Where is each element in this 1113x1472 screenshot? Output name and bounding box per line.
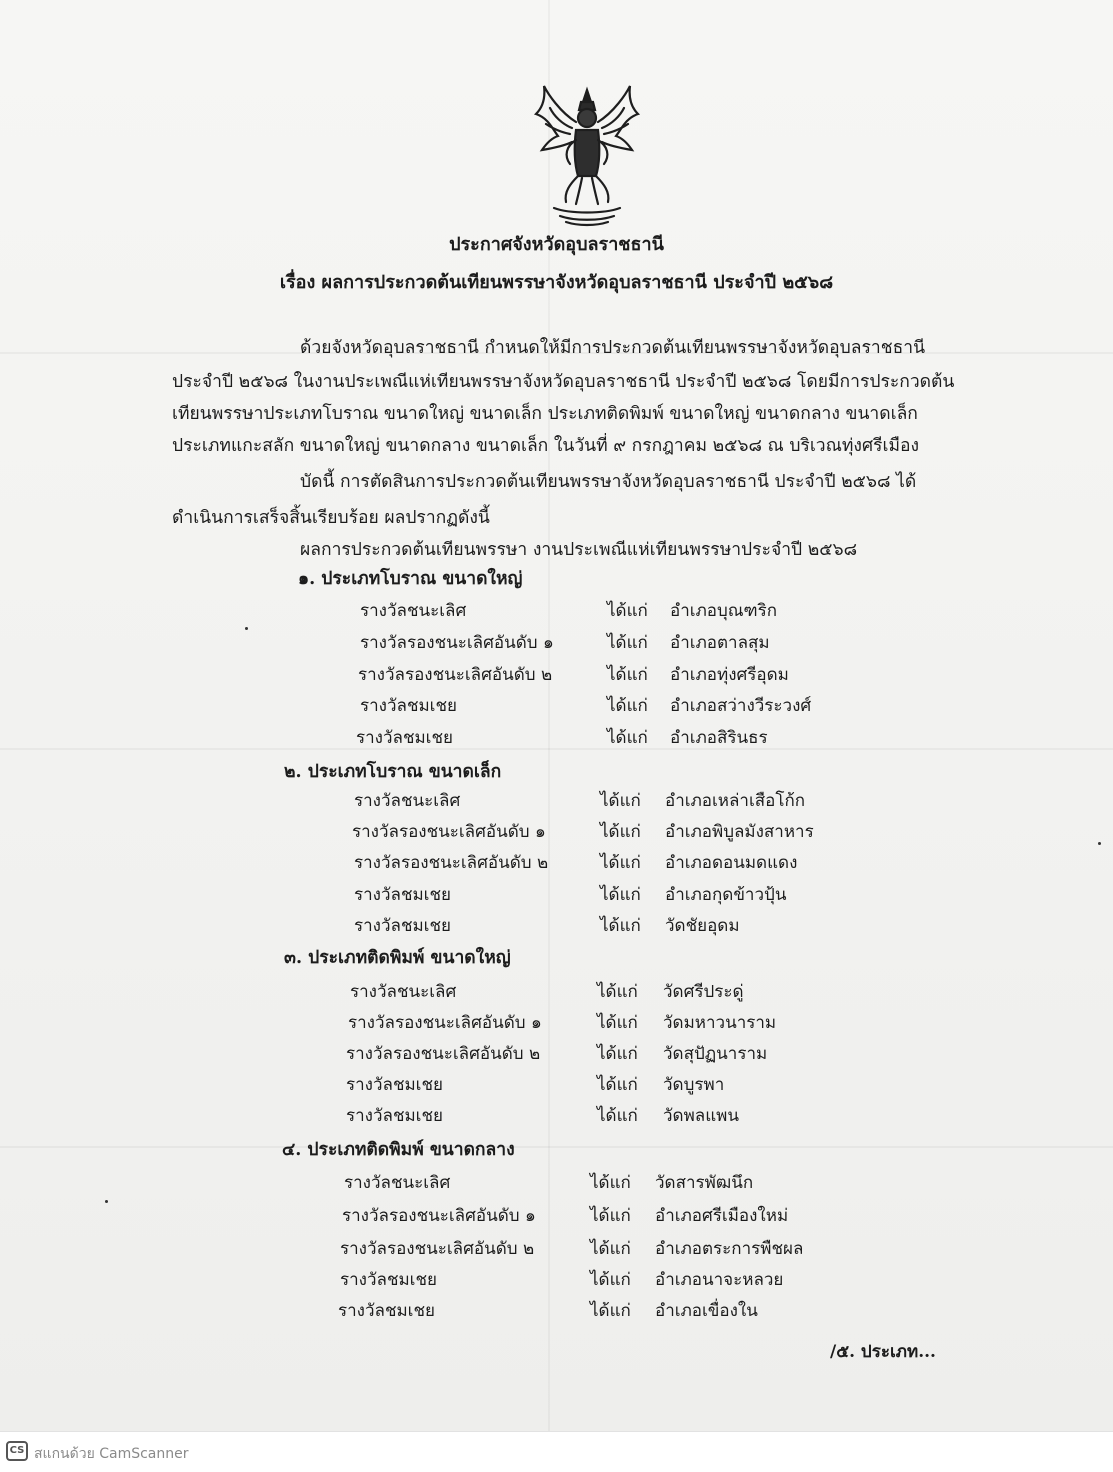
winner-label: ได้แก่ bbox=[597, 1044, 638, 1064]
award-name: รางวัลชมเชย bbox=[356, 728, 453, 748]
section-heading: ๑. ประเภทโบราณ ขนาดใหญ่ bbox=[298, 569, 523, 589]
winner-label: ได้แก่ bbox=[597, 1106, 638, 1126]
winner-label: ได้แก่ bbox=[597, 1013, 638, 1033]
award-winner: อำเภอทุ่งศรีอุดม bbox=[670, 665, 789, 685]
award-name: รางวัลชนะเลิศ bbox=[360, 601, 467, 621]
award-name: รางวัลชมเชย bbox=[354, 916, 451, 936]
winner-label: ได้แก่ bbox=[600, 822, 641, 842]
scan-speck bbox=[245, 627, 248, 630]
scan-speck bbox=[1098, 842, 1101, 845]
winner-label: ได้แก่ bbox=[607, 665, 648, 685]
award-winner: วัดสารพัฒนึก bbox=[655, 1173, 754, 1193]
body-line: ประจำปี ๒๕๖๘ ในงานประเพณีแห่เทียนพรรษาจังหวัดอุบลราชธานี ประจำปี ๒๕๖๘ โดยมีการประกวดต้น bbox=[172, 372, 955, 392]
winner-label: ได้แก่ bbox=[590, 1206, 631, 1226]
award-name: รางวัลชมเชย bbox=[340, 1270, 437, 1290]
award-winner: อำเภอสิรินธร bbox=[670, 728, 768, 748]
award-name: รางวัลชมเชย bbox=[346, 1075, 443, 1095]
award-winner: อำเภอตาลสุม bbox=[670, 633, 770, 653]
paper-crease bbox=[0, 748, 1113, 750]
award-winner: อำเภอดอนมดแดง bbox=[665, 853, 798, 873]
award-name: รางวัลรองชนะเลิศอันดับ ๒ bbox=[340, 1239, 535, 1259]
body-line: ประเภทแกะสลัก ขนาดใหญ่ ขนาดกลาง ขนาดเล็ก ในวันที่ ๙ กรกฎาคม ๒๕๖๘ ณ บริเวณทุ่งศรีเมือง bbox=[172, 436, 920, 456]
award-name: รางวัลรองชนะเลิศอันดับ ๒ bbox=[346, 1044, 541, 1064]
results-heading: ผลการประกวดต้นเทียนพรรษา งานประเพณีแห่เทียนพรรษาประจำปี ๒๕๖๘ bbox=[300, 540, 858, 560]
award-winner: อำเภอบุณฑริก bbox=[670, 601, 778, 621]
winner-label: ได้แก่ bbox=[590, 1173, 631, 1193]
winner-label: ได้แก่ bbox=[607, 728, 648, 748]
award-name: รางวัลชมเชย bbox=[360, 696, 457, 716]
winner-label: ได้แก่ bbox=[597, 982, 638, 1002]
announcement-title: ประกาศจังหวัดอุบลราชธานี bbox=[449, 234, 664, 255]
award-winner: อำเภอกุดข้าวปุ้น bbox=[665, 885, 787, 905]
winner-label: ได้แก่ bbox=[607, 601, 648, 621]
award-winner: วัดสุปัฏนาราม bbox=[663, 1044, 768, 1064]
award-name: รางวัลรองชนะเลิศอันดับ ๑ bbox=[342, 1206, 536, 1226]
winner-label: ได้แก่ bbox=[590, 1270, 631, 1290]
winner-label: ได้แก่ bbox=[600, 916, 641, 936]
scan-speck bbox=[105, 1200, 108, 1203]
award-name: รางวัลชมเชย bbox=[346, 1106, 443, 1126]
winner-label: ได้แก่ bbox=[607, 696, 648, 716]
winner-label: ได้แก่ bbox=[590, 1239, 631, 1259]
continuation-marker: /๕. ประเภท... bbox=[830, 1342, 936, 1362]
section-heading: ๒. ประเภทโบราณ ขนาดเล็ก bbox=[284, 762, 502, 782]
winner-label: ได้แก่ bbox=[590, 1301, 631, 1321]
award-winner: วัดบูรพา bbox=[663, 1075, 725, 1095]
winner-label: ได้แก่ bbox=[600, 853, 641, 873]
body-line: ด้วยจังหวัดอุบลราชธานี กำหนดให้มีการประกวดต้นเทียนพรรษาจังหวัดอุบลราชธานี bbox=[300, 338, 926, 358]
award-winner: อำเภอสว่างวีระวงศ์ bbox=[670, 696, 812, 716]
award-winner: อำเภอเหล่าเสือโก้ก bbox=[665, 791, 806, 811]
award-winner: อำเภอนาจะหลวย bbox=[655, 1270, 784, 1290]
award-winner: วัดมหาวนาราม bbox=[663, 1013, 777, 1033]
garuda-emblem-icon bbox=[526, 80, 648, 230]
winner-label: ได้แก่ bbox=[597, 1075, 638, 1095]
award-name: รางวัลชนะเลิศ bbox=[344, 1173, 451, 1193]
award-name: รางวัลรองชนะเลิศอันดับ ๑ bbox=[352, 822, 546, 842]
award-winner: วัดศรีประดู่ bbox=[663, 982, 744, 1002]
section-heading: ๓. ประเภทติดพิมพ์ ขนาดใหญ่ bbox=[284, 948, 511, 968]
award-winner: อำเภอศรีเมืองใหม่ bbox=[655, 1206, 789, 1226]
award-name: รางวัลรองชนะเลิศอันดับ ๑ bbox=[348, 1013, 542, 1033]
award-name: รางวัลชมเชย bbox=[338, 1301, 435, 1321]
award-name: รางวัลรองชนะเลิศอันดับ ๑ bbox=[360, 633, 554, 653]
award-name: รางวัลชนะเลิศ bbox=[350, 982, 457, 1002]
award-name: รางวัลชนะเลิศ bbox=[354, 791, 461, 811]
body-line: ดำเนินการเสร็จสิ้นเรียบร้อย ผลปรากฏดังนี้ bbox=[172, 508, 490, 528]
camscanner-logo-icon: CS bbox=[6, 1441, 28, 1461]
scanner-footer bbox=[0, 1431, 1113, 1472]
winner-label: ได้แก่ bbox=[600, 791, 641, 811]
camscanner-watermark: สแกนด้วย CamScanner bbox=[34, 1446, 189, 1462]
award-winner: อำเภอตระการพืชผล bbox=[655, 1239, 804, 1259]
body-line: เทียนพรรษาประเภทโบราณ ขนาดใหญ่ ขนาดเล็ก ประเภทติดพิมพ์ ขนาดใหญ่ ขนาดกลาง ขนาดเล็ก bbox=[172, 404, 918, 424]
winner-label: ได้แก่ bbox=[607, 633, 648, 653]
body-line: บัดนี้ การตัดสินการประกวดต้นเทียนพรรษาจังหวัดอุบลราชธานี ประจำปี ๒๕๖๘ ได้ bbox=[300, 472, 917, 492]
award-name: รางวัลรองชนะเลิศอันดับ ๒ bbox=[358, 665, 553, 685]
section-heading: ๔. ประเภทติดพิมพ์ ขนาดกลาง bbox=[282, 1140, 515, 1160]
award-winner: วัดชัยอุดม bbox=[665, 916, 740, 936]
award-name: รางวัลรองชนะเลิศอันดับ ๒ bbox=[354, 853, 549, 873]
winner-label: ได้แก่ bbox=[600, 885, 641, 905]
paper-crease bbox=[0, 1146, 1113, 1148]
announcement-subject: เรื่อง ผลการประกวดต้นเทียนพรรษาจังหวัดอุบลราชธานี ประจำปี ๒๕๖๘ bbox=[279, 272, 834, 293]
award-winner: วัดพลแพน bbox=[663, 1106, 739, 1126]
award-winner: อำเภอพิบูลมังสาหาร bbox=[665, 822, 814, 842]
award-name: รางวัลชมเชย bbox=[354, 885, 451, 905]
award-winner: อำเภอเขื่องใน bbox=[655, 1301, 758, 1321]
